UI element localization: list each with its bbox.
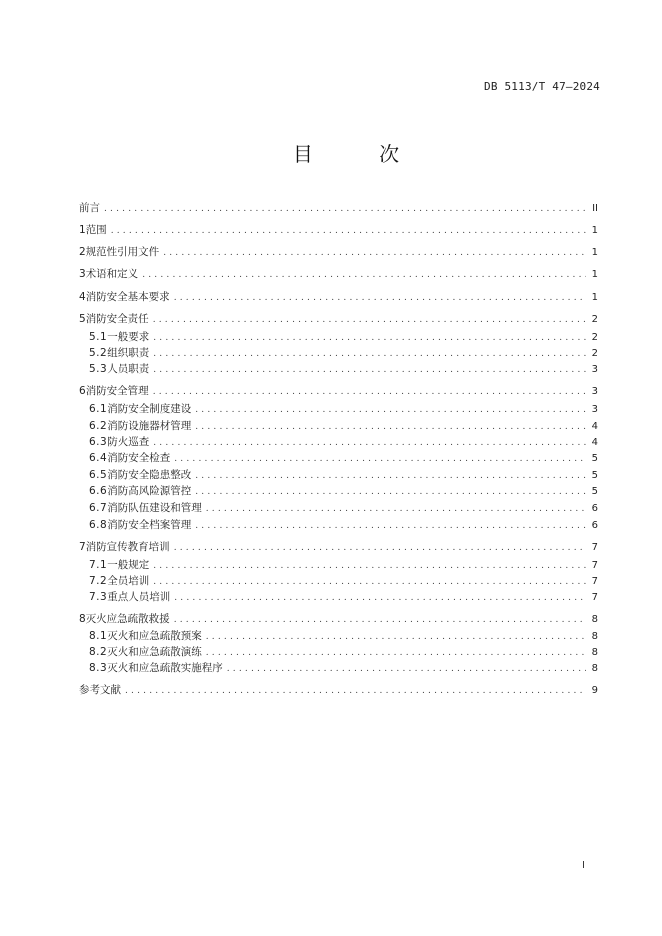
toc-entry-title: 消防安全检查 [107,452,171,464]
toc-entry-number: 7 [79,541,86,553]
toc-entry-page: 8 [591,631,598,642]
toc-entry-number: 8 [79,613,86,625]
toc-entry-title: 参考文献 [79,684,121,696]
toc-entry-page: II [592,203,598,214]
toc-entry-page: 1 [591,292,598,303]
toc-entry-page: 8 [591,614,598,625]
toc-entry-page: 7 [591,560,598,571]
toc-leader-dots [174,590,586,606]
toc-entry-title: 范围 [85,224,107,236]
toc-entry[interactable] [79,611,598,627]
toc-entry-page: 8 [591,663,598,674]
toc-entry-title: 一般要求 [107,331,150,343]
toc-entry-title: 消防安全档案管理 [107,519,192,531]
toc-entry[interactable] [79,483,598,499]
toc-entry-number: 6 [79,385,86,397]
toc-entry-page: 8 [591,647,598,658]
toc-entry-title: 消防宣传教育培训 [85,541,170,553]
document-code: DB 5113/T 47—2024 [484,80,600,93]
toc-leader-dots [153,312,586,328]
toc-entry-page: 9 [591,685,598,696]
toc-entry[interactable] [79,329,598,345]
toc-entry-title: 重点人员培训 [107,591,171,603]
toc-entry[interactable] [79,383,598,399]
toc-leader-dots [111,223,586,239]
toc-entry[interactable] [79,450,598,466]
toc-entry-title: 规范性引用文件 [85,246,160,258]
toc-entry[interactable] [79,628,598,644]
toc-entry-title: 灭火和应急疏散预案 [107,630,202,642]
toc-entry-page: 2 [591,314,598,325]
toc-entry-page: 5 [591,470,598,481]
page-title: 目 次 [292,142,430,166]
toc-entry-number: 2 [79,246,86,258]
toc-entry-number: 8.3 [89,662,108,674]
toc-entry-title: 灭火和应急疏散实施程序 [107,662,223,674]
toc-entry[interactable] [79,289,598,305]
toc-leader-dots [195,484,586,500]
toc-entry[interactable] [79,557,598,573]
toc-leader-dots [125,683,586,699]
toc-entry-page: 5 [591,453,598,464]
toc-entry-title: 灭火和应急疏散演练 [107,646,202,658]
toc-entry-title: 灭火应急疏散救援 [85,613,170,625]
toc-leader-dots [227,661,586,677]
toc-leader-dots [153,362,586,378]
toc-entry-number: 6.1 [89,403,108,415]
toc-leader-dots [174,612,586,628]
toc-entry[interactable] [79,222,598,238]
toc-leader-dots [195,402,586,418]
toc-entry[interactable] [79,311,598,327]
toc-entry[interactable] [79,539,598,555]
toc-entry-page: 1 [591,247,598,258]
toc-entry[interactable] [79,200,598,216]
toc-entry[interactable] [79,644,598,660]
toc-entry-title: 消防安全制度建设 [107,403,192,415]
toc-entry-page: 6 [591,503,598,514]
toc-entry-number: 6.6 [89,485,108,497]
toc-entry-page: 4 [591,437,598,448]
toc-entry-title: 术语和定义 [85,268,139,280]
toc-entry-number: 1 [79,224,86,236]
toc-entry[interactable] [79,266,598,282]
toc-entry-page: 2 [591,332,598,343]
toc-leader-dots [104,201,586,217]
toc-leader-dots [153,574,586,590]
toc-entry-page: 4 [591,421,598,432]
toc-entry[interactable] [79,500,598,516]
toc-entry-number: 4 [79,291,86,303]
toc-entry-title: 消防安全管理 [85,385,149,397]
toc-entry-title: 防火巡查 [107,436,150,448]
toc-entry-number: 6.8 [89,519,108,531]
toc-entry-number: 6.7 [89,502,108,514]
toc-leader-dots [206,501,586,517]
toc-entry-number: 8.1 [89,630,108,642]
toc-entry[interactable] [79,345,598,361]
toc-leader-dots [174,290,586,306]
toc-entry-page: 1 [591,269,598,280]
toc-leader-dots [153,558,586,574]
toc-entry-title: 一般规定 [107,559,150,571]
toc-entry-page: 3 [591,364,598,375]
toc-leader-dots [163,245,586,261]
toc-entry-title: 消防队伍建设和管理 [107,502,202,514]
toc-leader-dots [206,645,586,661]
toc-leader-dots [153,384,586,400]
toc-entry-page: 3 [591,386,598,397]
toc-entry-number: 7.2 [89,575,108,587]
toc-entry-number: 5.2 [89,347,108,359]
toc-leader-dots [195,419,586,435]
toc-leader-dots [153,330,586,346]
toc-entry[interactable] [79,401,598,417]
toc-leader-dots [174,540,586,556]
toc-entry-title: 前言 [79,202,100,214]
toc-leader-dots [153,346,586,362]
toc-entry-title: 人员职责 [107,363,150,375]
toc-entry-number: 6.3 [89,436,108,448]
toc-entry-number: 5.3 [89,363,108,375]
toc-leader-dots [195,518,586,534]
toc-entry-number: 3 [79,268,86,280]
toc-entry[interactable] [79,517,598,533]
toc-entry-number: 5.1 [89,331,108,343]
toc-entry-page: 5 [591,486,598,497]
toc-leader-dots [195,468,586,484]
toc-entry-title: 全员培训 [107,575,150,587]
toc-entry-page: 7 [591,592,598,603]
toc-leader-dots [174,451,586,467]
toc-leader-dots [142,267,586,283]
toc-entry[interactable] [79,660,598,676]
toc-entry[interactable] [79,589,598,605]
toc-entry-number: 8.2 [89,646,108,658]
toc-entry[interactable] [79,361,598,377]
toc-entry-page: 1 [591,225,598,236]
toc-entry-page: 2 [591,348,598,359]
toc-entry[interactable] [79,573,598,589]
toc-leader-dots [153,435,586,451]
toc-entry-page: 3 [591,404,598,415]
toc-entry-number: 7.1 [89,559,108,571]
toc-entry-number: 5 [79,313,86,325]
toc-entry[interactable] [79,418,598,434]
toc-entry-number: 7.3 [89,591,108,603]
toc-entry-title: 消防高风险源管控 [107,485,192,497]
toc-entry-number: 6.5 [89,469,108,481]
toc-entry-page: 7 [591,576,598,587]
toc-entry-number: 6.2 [89,420,108,432]
toc-entry-title: 消防安全责任 [85,313,149,325]
toc-entry-page: 6 [591,520,598,531]
toc-entry-title: 组织职责 [107,347,150,359]
toc-entry-number: 6.4 [89,452,108,464]
toc-entry[interactable] [79,434,598,450]
toc-entry-page: 7 [591,542,598,553]
toc-entry[interactable] [79,244,598,260]
toc-leader-dots [206,629,586,645]
toc-entry-title: 消防安全隐患整改 [107,469,192,481]
page-number: I [582,860,585,871]
toc-entry[interactable] [79,682,598,698]
toc-entry-title: 消防设施器材管理 [107,420,192,432]
toc-entry[interactable] [79,467,598,483]
toc-entry-title: 消防安全基本要求 [85,291,170,303]
